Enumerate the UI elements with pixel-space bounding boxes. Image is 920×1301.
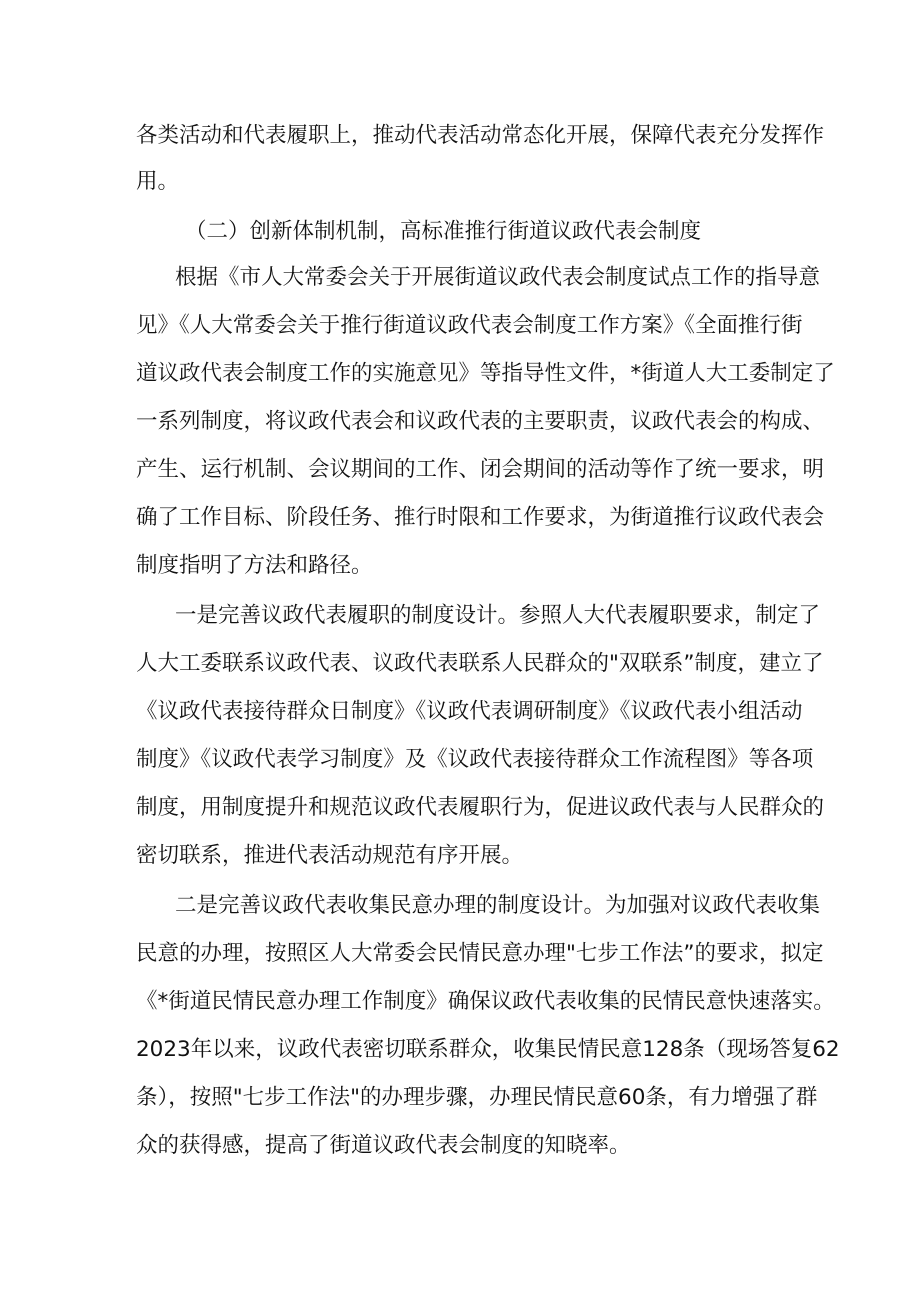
- paragraph-line: 制度，用制度提升和规范议政代表履职行为，促进议政代表与人民群众的: [136, 795, 825, 820]
- paragraph-line: 人大工委联系议政代表、议政代表联系人民群众的"双联系”制度，建立了: [136, 651, 824, 676]
- paragraph-line: 众的获得感，提高了街道议政代表会制度的知晓率。: [136, 1133, 631, 1158]
- paragraph-line: 确了工作目标、阶段任务、推行时限和工作要求，为街道推行议政代表会: [136, 505, 825, 530]
- paragraph-line: 道议政代表会制度工作的实施意见》等指导性文件，*街道人大工委制定了: [136, 361, 835, 386]
- paragraph-line: 制度指明了方法和路径。: [136, 553, 373, 578]
- paragraph-line: 2023年以来，议政代表密切联系群众，收集民情民意128条（现场答复62: [136, 1037, 840, 1062]
- paragraph-line: 制度》《议政代表学习制度》及《议政代表接待群众工作流程图》等各项: [136, 747, 814, 772]
- paragraph-line: 《议政代表接待群众日制度》《议政代表调研制度》《议政代表小组活动: [136, 699, 803, 724]
- section-heading: （二）创新体制机制，高标准推行街道议政代表会制度: [185, 219, 702, 244]
- paragraph-line: 民意的办理，按照区人大常委会民情民意办理"七步工作法”的要求，拟定: [136, 941, 824, 966]
- paragraph-line: 一系列制度，将议政代表会和议政代表的主要职责，议政代表会的构成、: [136, 409, 825, 434]
- paragraph-line: 二是完善议政代表收集民意办理的制度设计。为加强对议政代表收集: [175, 893, 821, 918]
- paragraph-line: 产生、运行机制、会议期间的工作、闭会期间的活动等作了统一要求，明: [136, 457, 825, 482]
- paragraph-line: 根据《市人大常委会关于开展街道议政代表会制度试点工作的指导意: [175, 265, 821, 290]
- paragraph-line: 见》《人大常委会关于推行街道议政代表会制度工作方案》《全面推行街: [136, 313, 803, 338]
- paragraph-line: 用。: [136, 169, 180, 194]
- paragraph-line: 条），按照"七步工作法"的办理步骤，办理民情民意60条，有力增强了群: [136, 1085, 818, 1110]
- paragraph-line: 密切联系，推进代表活动规范有序开展。: [136, 843, 524, 868]
- paragraph-line: 《*街道民情民意办理工作制度》确保议政代表收集的民情民意快速落实。: [136, 989, 835, 1014]
- paragraph-line: 一是完善议政代表履职的制度设计。参照人大代表履职要求，制定了: [175, 603, 821, 628]
- paragraph-line: 各类活动和代表履职上，推动代表活动常态化开展，保障代表充分发挥作: [136, 123, 825, 148]
